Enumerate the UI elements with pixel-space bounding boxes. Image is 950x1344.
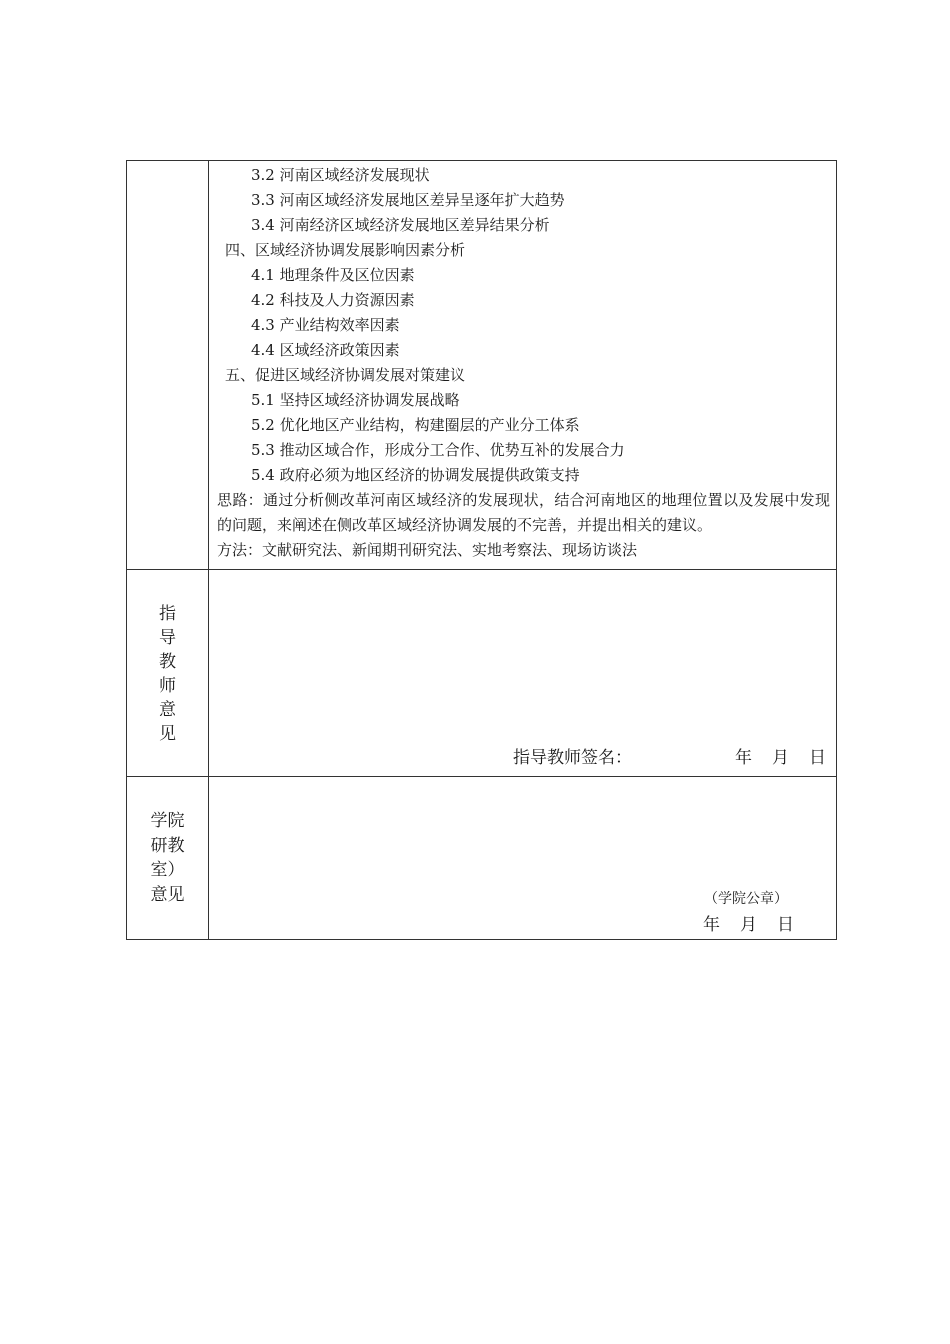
- outline-section-heading: 五、促进区域经济协调发展对策建议: [225, 366, 466, 384]
- outline-item: 5.1 坚持区域经济协调发展战略: [251, 391, 460, 409]
- college-seal-label: （学院公章）: [704, 891, 788, 907]
- outline-item: 4.3 产业结构效率因素: [251, 316, 400, 334]
- advisor-opinion-row: [127, 570, 837, 777]
- outline-item: 3.4 河南经济区域经济发展地区差异结果分析: [251, 216, 550, 234]
- advisor-opinion-field[interactable]: [209, 570, 837, 777]
- date-year-label: 年: [735, 748, 752, 768]
- date-day-label: 日: [777, 915, 794, 935]
- label-line: 意见: [150, 884, 185, 905]
- label-char: 师: [159, 676, 176, 696]
- date-day-label: 日: [809, 748, 826, 768]
- college-opinion-row: [127, 777, 837, 940]
- date-year-label: 年: [703, 915, 720, 935]
- outline-section-heading: 四、区域经济协调发展影响因素分析: [225, 241, 466, 259]
- advisor-opinion-label: [127, 570, 208, 746]
- label-char: 教: [159, 652, 176, 672]
- outline-row: [127, 161, 837, 570]
- advisor-opinion-area: [209, 570, 836, 776]
- research-methods: 方法：文献研究法、新闻期刊研究法、实地考察法、现场访谈法: [217, 541, 638, 559]
- label-char: 导: [159, 628, 176, 648]
- label-line: 研教: [150, 835, 185, 856]
- outline-item: 3.2 河南区域经济发展现状: [251, 166, 430, 184]
- outline-item: 5.4 政府必须为地区经济的协调发展提供政策支持: [251, 466, 580, 484]
- date-month-label: 月: [740, 915, 757, 935]
- outline-item: 4.1 地理条件及区位因素: [251, 266, 415, 284]
- outline-item: 5.3 推动区域合作，形成分工合作、优势互补的发展合力: [251, 441, 625, 459]
- date-month-label: 月: [772, 748, 789, 768]
- proposal-form-table: [126, 160, 837, 940]
- label-line: 学院: [150, 811, 185, 831]
- label-line: 室）: [150, 860, 185, 880]
- outline-item: 3.3 河南区域经济发展地区差异呈逐年扩大趋势: [251, 191, 565, 209]
- college-opinion-area: [209, 777, 836, 939]
- outline-label-cell: [127, 161, 209, 570]
- outline-item: 5.2 优化地区产业结构，构建圈层的产业分工体系: [251, 416, 580, 434]
- label-char: 指: [159, 604, 176, 624]
- outline-item: 4.2 科技及人力资源因素: [251, 291, 415, 309]
- outline-item: 4.4 区域经济政策因素: [251, 341, 400, 359]
- thesis-outline: [209, 161, 836, 563]
- advisor-signature-label: 指导教师签名：: [513, 748, 632, 768]
- label-char: 见: [159, 724, 176, 744]
- college-opinion-label: [127, 777, 208, 907]
- research-approach: 思路：通过分析侧改革河南区域经济的发展现状，结合河南地区的地理位置以及发展中发现的问题，来阐述在侧改革区域经济协调发展的不完善，并提出相关的建议。: [217, 491, 830, 534]
- college-date: [703, 913, 794, 937]
- advisor-date: [735, 746, 826, 770]
- advisor-label-cell: [127, 570, 209, 777]
- college-opinion-field[interactable]: [209, 777, 837, 940]
- college-label-cell: [127, 777, 209, 940]
- label-char: 意: [159, 700, 176, 720]
- outline-content-cell: [209, 161, 837, 570]
